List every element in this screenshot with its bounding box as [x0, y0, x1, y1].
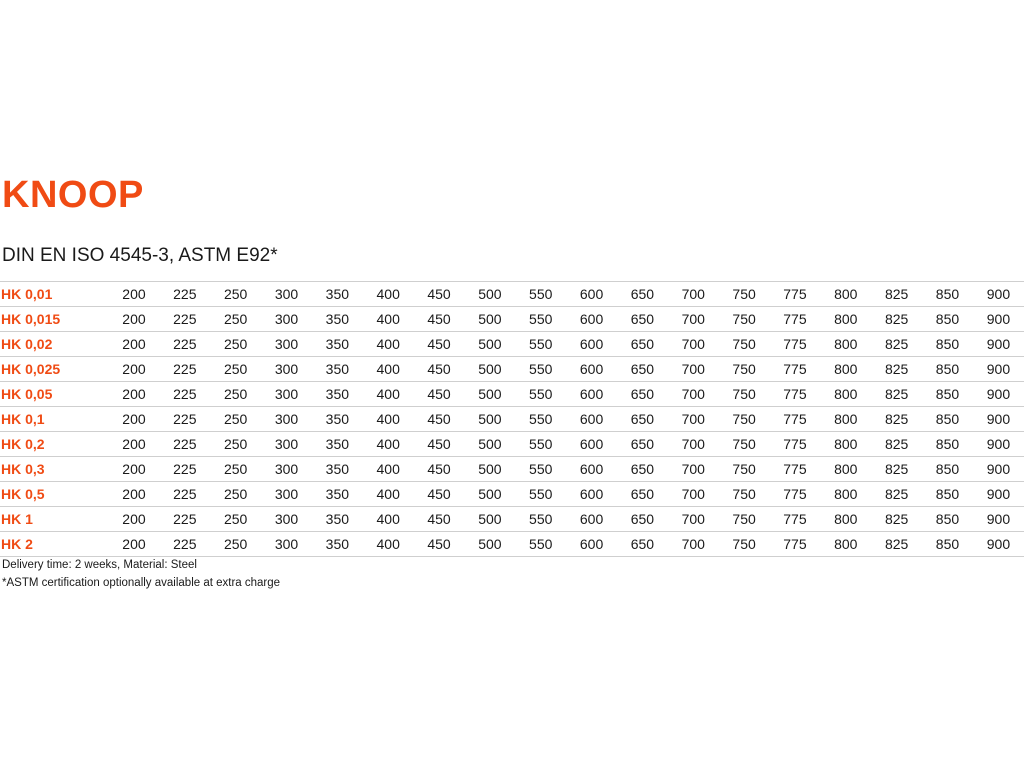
table-cell: 225 [159, 332, 210, 357]
table-row [0, 507, 1024, 532]
table-cell: 450 [414, 482, 465, 507]
table-cell: 650 [617, 382, 668, 407]
table-cell: 225 [159, 432, 210, 457]
table-cell: 250 [210, 432, 261, 457]
table-cell: 800 [820, 482, 871, 507]
table-cell: 700 [668, 507, 719, 532]
row-label: HK 0,02 [0, 332, 109, 357]
table-cell: 600 [566, 407, 617, 432]
table-cell: 500 [464, 282, 515, 307]
table-cell: 550 [515, 282, 566, 307]
page-title: KNOOP [2, 174, 144, 216]
table-cell: 350 [312, 382, 363, 407]
table-cell: 600 [566, 482, 617, 507]
table-cell: 200 [109, 332, 160, 357]
table-cell: 500 [464, 382, 515, 407]
table-cell: 825 [871, 332, 922, 357]
row-label: HK 0,025 [0, 357, 109, 382]
table-cell: 250 [210, 332, 261, 357]
table-cell: 600 [566, 532, 617, 557]
table-cell: 300 [261, 532, 312, 557]
table-cell: 250 [210, 407, 261, 432]
table-cell: 775 [770, 432, 821, 457]
table-cell: 200 [109, 282, 160, 307]
table-cell: 750 [719, 307, 770, 332]
table-cell: 550 [515, 357, 566, 382]
table-cell: 800 [820, 357, 871, 382]
table-cell: 900 [973, 532, 1024, 557]
table-cell: 900 [973, 282, 1024, 307]
table-cell: 750 [719, 532, 770, 557]
table-row [0, 482, 1024, 507]
table-cell: 225 [159, 307, 210, 332]
table-cell: 300 [261, 457, 312, 482]
table-row [0, 282, 1024, 307]
table-cell: 250 [210, 357, 261, 382]
table-cell: 850 [922, 532, 973, 557]
table-cell: 700 [668, 382, 719, 407]
table-cell: 550 [515, 432, 566, 457]
table-cell: 400 [363, 282, 414, 307]
table-cell: 350 [312, 357, 363, 382]
table-cell: 250 [210, 507, 261, 532]
table-cell: 200 [109, 457, 160, 482]
table-cell: 350 [312, 507, 363, 532]
table-cell: 550 [515, 407, 566, 432]
table-cell: 825 [871, 507, 922, 532]
table-cell: 550 [515, 507, 566, 532]
hardness-values-table [0, 281, 1024, 557]
table-cell: 500 [464, 507, 515, 532]
table-cell: 650 [617, 282, 668, 307]
table-cell: 900 [973, 432, 1024, 457]
table-cell: 300 [261, 332, 312, 357]
astm-footnote: *ASTM certification optionally available at extra charge [2, 577, 281, 589]
table-cell: 450 [414, 532, 465, 557]
table-cell: 825 [871, 407, 922, 432]
table-cell: 500 [464, 407, 515, 432]
table-cell: 250 [210, 482, 261, 507]
table-cell: 500 [464, 482, 515, 507]
table-cell: 650 [617, 357, 668, 382]
table-cell: 700 [668, 532, 719, 557]
table-cell: 775 [770, 457, 821, 482]
table-cell: 700 [668, 307, 719, 332]
table-cell: 650 [617, 432, 668, 457]
table-cell: 900 [973, 357, 1024, 382]
table-cell: 200 [109, 507, 160, 532]
table-cell: 400 [363, 532, 414, 557]
table-cell: 350 [312, 457, 363, 482]
table-cell: 775 [770, 507, 821, 532]
table-cell: 500 [464, 357, 515, 382]
table-cell: 850 [922, 482, 973, 507]
table-cell: 200 [109, 432, 160, 457]
table-cell: 650 [617, 507, 668, 532]
table-cell: 850 [922, 282, 973, 307]
table-cell: 250 [210, 307, 261, 332]
table-cell: 800 [820, 507, 871, 532]
table-cell: 700 [668, 432, 719, 457]
table-cell: 225 [159, 507, 210, 532]
table-cell: 800 [820, 407, 871, 432]
table-cell: 450 [414, 332, 465, 357]
table-cell: 650 [617, 332, 668, 357]
table-row [0, 357, 1024, 382]
table-cell: 500 [464, 457, 515, 482]
table-cell: 800 [820, 307, 871, 332]
row-label: HK 0,015 [0, 307, 109, 332]
table-cell: 850 [922, 382, 973, 407]
table-row [0, 432, 1024, 457]
standards-subtitle: DIN EN ISO 4545-3, ASTM E92* [2, 245, 278, 266]
table-cell: 350 [312, 432, 363, 457]
table-cell: 200 [109, 482, 160, 507]
table-cell: 850 [922, 332, 973, 357]
table-cell: 400 [363, 407, 414, 432]
table-cell: 300 [261, 382, 312, 407]
table-cell: 825 [871, 382, 922, 407]
table-body [0, 282, 1024, 557]
table-cell: 250 [210, 382, 261, 407]
table-cell: 450 [414, 507, 465, 532]
table-cell: 500 [464, 307, 515, 332]
table-cell: 800 [820, 282, 871, 307]
row-label: HK 0,3 [0, 457, 109, 482]
table-cell: 700 [668, 282, 719, 307]
table-cell: 825 [871, 532, 922, 557]
table-cell: 850 [922, 432, 973, 457]
table-cell: 400 [363, 307, 414, 332]
table-cell: 850 [922, 407, 973, 432]
table-cell: 400 [363, 332, 414, 357]
table-cell: 650 [617, 457, 668, 482]
table-cell: 850 [922, 507, 973, 532]
table-cell: 650 [617, 532, 668, 557]
table-cell: 800 [820, 432, 871, 457]
table-cell: 250 [210, 457, 261, 482]
table-cell: 600 [566, 432, 617, 457]
table-row [0, 332, 1024, 357]
row-label: HK 0,1 [0, 407, 109, 432]
row-label: HK 0,2 [0, 432, 109, 457]
row-label: HK 0,5 [0, 482, 109, 507]
row-label: HK 0,01 [0, 282, 109, 307]
table-cell: 750 [719, 407, 770, 432]
table-cell: 350 [312, 307, 363, 332]
table-cell: 350 [312, 532, 363, 557]
table-cell: 225 [159, 357, 210, 382]
table-cell: 775 [770, 407, 821, 432]
table-cell: 750 [719, 432, 770, 457]
table-cell: 775 [770, 282, 821, 307]
table-cell: 775 [770, 357, 821, 382]
table-cell: 200 [109, 307, 160, 332]
table-cell: 250 [210, 532, 261, 557]
table-cell: 900 [973, 382, 1024, 407]
table-cell: 450 [414, 382, 465, 407]
table-cell: 800 [820, 332, 871, 357]
table-cell: 700 [668, 457, 719, 482]
table-cell: 775 [770, 482, 821, 507]
table-cell: 850 [922, 307, 973, 332]
table-cell: 900 [973, 332, 1024, 357]
table-cell: 300 [261, 407, 312, 432]
table-cell: 750 [719, 482, 770, 507]
table-cell: 550 [515, 482, 566, 507]
row-label: HK 1 [0, 507, 109, 532]
table-cell: 650 [617, 482, 668, 507]
table-cell: 600 [566, 282, 617, 307]
table-cell: 400 [363, 507, 414, 532]
table-cell: 225 [159, 407, 210, 432]
table-cell: 400 [363, 432, 414, 457]
table-cell: 450 [414, 432, 465, 457]
table-cell: 300 [261, 432, 312, 457]
table-cell: 750 [719, 507, 770, 532]
table-cell: 750 [719, 282, 770, 307]
table-cell: 200 [109, 382, 160, 407]
table-row [0, 307, 1024, 332]
table-row [0, 532, 1024, 557]
table-cell: 775 [770, 332, 821, 357]
table-row [0, 382, 1024, 407]
table-cell: 550 [515, 332, 566, 357]
table-cell: 300 [261, 307, 312, 332]
table-cell: 825 [871, 457, 922, 482]
table-cell: 825 [871, 482, 922, 507]
table-cell: 775 [770, 307, 821, 332]
table-cell: 450 [414, 457, 465, 482]
table-cell: 775 [770, 382, 821, 407]
table-cell: 800 [820, 532, 871, 557]
table-cell: 800 [820, 457, 871, 482]
table-cell: 800 [820, 382, 871, 407]
table-cell: 900 [973, 507, 1024, 532]
table-cell: 825 [871, 432, 922, 457]
table-cell: 550 [515, 382, 566, 407]
table-cell: 200 [109, 357, 160, 382]
table-cell: 750 [719, 332, 770, 357]
table-cell: 225 [159, 457, 210, 482]
row-label: HK 2 [0, 532, 109, 557]
table-cell: 750 [719, 457, 770, 482]
table-cell: 550 [515, 457, 566, 482]
table-row [0, 457, 1024, 482]
table-cell: 750 [719, 357, 770, 382]
table-cell: 225 [159, 282, 210, 307]
table-cell: 825 [871, 282, 922, 307]
table-cell: 700 [668, 482, 719, 507]
table-cell: 450 [414, 282, 465, 307]
table-row [0, 407, 1024, 432]
row-label: HK 0,05 [0, 382, 109, 407]
table-cell: 650 [617, 407, 668, 432]
table-cell: 650 [617, 307, 668, 332]
table-cell: 450 [414, 407, 465, 432]
table-cell: 225 [159, 382, 210, 407]
table-cell: 600 [566, 507, 617, 532]
table-cell: 900 [973, 482, 1024, 507]
table-cell: 500 [464, 332, 515, 357]
table-cell: 225 [159, 482, 210, 507]
table-cell: 225 [159, 532, 210, 557]
table-cell: 350 [312, 282, 363, 307]
table-cell: 350 [312, 482, 363, 507]
table-cell: 400 [363, 382, 414, 407]
table-cell: 400 [363, 482, 414, 507]
table-cell: 550 [515, 307, 566, 332]
table-cell: 500 [464, 432, 515, 457]
table-cell: 700 [668, 332, 719, 357]
table-cell: 700 [668, 357, 719, 382]
table-cell: 250 [210, 282, 261, 307]
table-cell: 300 [261, 357, 312, 382]
table-cell: 600 [566, 307, 617, 332]
table-cell: 300 [261, 482, 312, 507]
table-cell: 600 [566, 382, 617, 407]
table-cell: 850 [922, 357, 973, 382]
table-cell: 600 [566, 357, 617, 382]
table-cell: 200 [109, 407, 160, 432]
table-cell: 350 [312, 407, 363, 432]
table-cell: 750 [719, 382, 770, 407]
table-cell: 300 [261, 282, 312, 307]
table-cell: 400 [363, 357, 414, 382]
table-cell: 450 [414, 307, 465, 332]
delivery-note: Delivery time: 2 weeks, Material: Steel [2, 559, 197, 571]
table-cell: 700 [668, 407, 719, 432]
table-cell: 775 [770, 532, 821, 557]
table-cell: 825 [871, 357, 922, 382]
table-cell: 550 [515, 532, 566, 557]
table-cell: 850 [922, 457, 973, 482]
table-cell: 300 [261, 507, 312, 532]
table-cell: 350 [312, 332, 363, 357]
table-cell: 500 [464, 532, 515, 557]
table-cell: 200 [109, 532, 160, 557]
table-cell: 400 [363, 457, 414, 482]
table-cell: 900 [973, 457, 1024, 482]
table-cell: 600 [566, 332, 617, 357]
table-cell: 450 [414, 357, 465, 382]
table-cell: 825 [871, 307, 922, 332]
table-cell: 900 [973, 407, 1024, 432]
table-cell: 900 [973, 307, 1024, 332]
table-cell: 600 [566, 457, 617, 482]
